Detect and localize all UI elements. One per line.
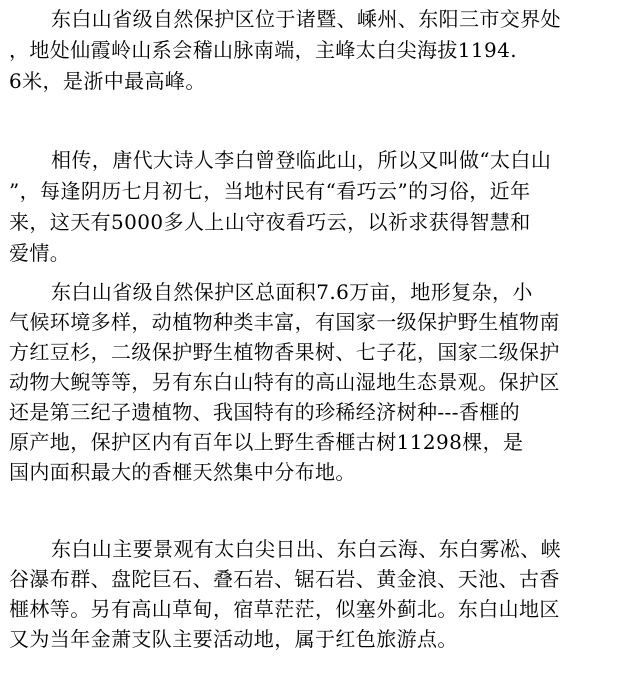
paragraph-line: 东白山省级自然保护区位于诸暨、嵊州、东阳三市交界处: [51, 7, 561, 31]
paragraph-line: 动物大鲵等等，另有东白山特有的高山湿地生态景观。保护区: [9, 370, 560, 394]
paragraph-line: 东白山主要景观有太白尖日出、东白云海、东白雾凇、峡: [51, 537, 561, 561]
paragraph-line: 东白山省级自然保护区总面积7.6万亩，地形复杂，小: [51, 280, 533, 304]
paragraph-scenery: [0, 534, 561, 654]
paragraph-line: 榧林等。另有高山草甸，宿草茫茫，似塞外蓟北。东白山地区: [9, 597, 560, 621]
paragraph-line: 来，这天有5000多人上山守夜看巧云，以祈求获得智慧和: [9, 210, 531, 234]
paragraph-line: 还是第三纪子遗植物、我国特有的珍稀经济树种---香榧的: [9, 400, 521, 424]
paragraph-line: 国内面积最大的香榧天然集中分布地。: [9, 460, 356, 484]
paragraph-location: [0, 4, 561, 97]
paragraph-line: 方红豆杉，二级保护野生植物香果树、七子花，国家二级保护: [9, 340, 560, 364]
paragraph-line: ”，每逢阴历七月初七，当地村民有“看巧云”的习俗，近年: [9, 179, 531, 203]
paragraph-line: 爱情。: [9, 241, 71, 265]
paragraph-line: 相传，唐代大诗人李白曾登临此山，所以又叫做“太白山: [51, 148, 552, 172]
paragraph-line: 又为当年金萧支队主要活动地，属于红色旅游点。: [9, 627, 458, 651]
paragraph-line: 原产地，保护区内有百年以上野生香榧古树11298棵，是: [9, 430, 524, 454]
paragraph-line: ，地处仙霞岭山系会稽山脉南端，主峰太白尖海拔1194.: [9, 38, 518, 62]
paragraph-ecology: [0, 277, 560, 487]
paragraph-line: 谷瀑布群、盘陀巨石、叠石岩、锯石岩、黄金浪、天池、古香: [9, 567, 560, 591]
paragraph-line: 气候环境多样，动植物种类丰富，有国家一级保护野生植物南: [9, 310, 560, 334]
paragraph-line: 6米，是浙中最高峰。: [9, 69, 206, 93]
paragraph-legend: [0, 145, 551, 269]
